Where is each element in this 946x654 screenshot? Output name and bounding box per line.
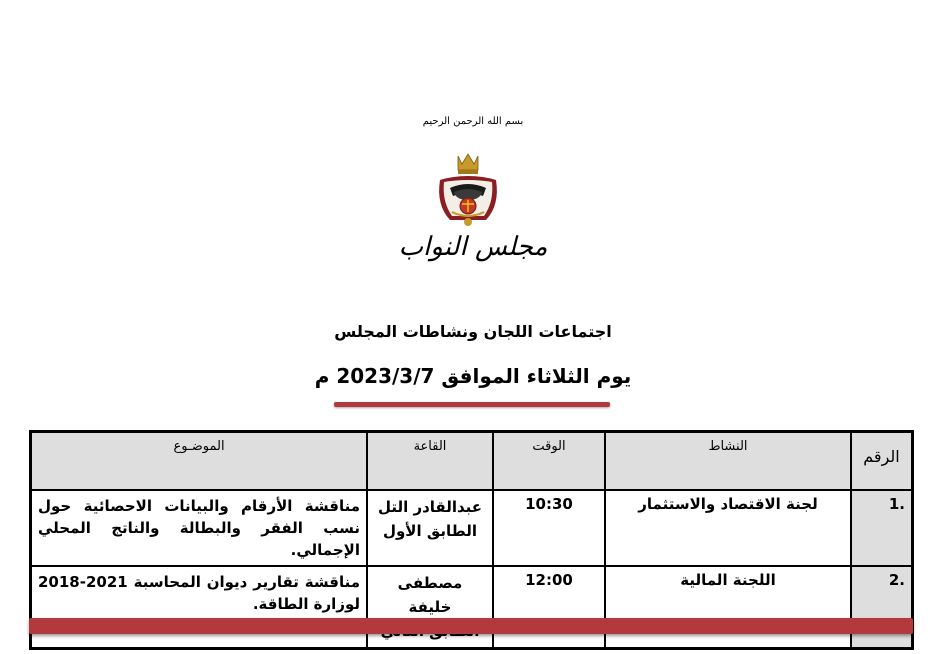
row-room	[367, 490, 493, 566]
row-time: 12:00	[493, 566, 605, 648]
table-header-row	[31, 432, 912, 490]
page-heading: اجتماعات اللجان ونشاطات المجلس	[334, 322, 612, 341]
schedule-table	[29, 430, 914, 650]
column-header-room: القاعة	[367, 432, 493, 490]
footer-accent-bar	[29, 618, 913, 634]
column-header-activity: النشاط	[605, 432, 851, 490]
row-topic: مناقشة الأرقام والبيانات الاحصائية حول نسب الفقر والبطالة والناتج المحلي الإجمالي.	[31, 490, 367, 566]
parliament-logo-text: مجلس النواب	[398, 232, 548, 262]
row-room	[367, 566, 493, 648]
bismillah: بسم الله الرحمن الرحيم	[422, 116, 524, 127]
row-activity: لجنة الاقتصاد والاستثمار	[605, 490, 851, 566]
table-row	[31, 566, 912, 648]
row-activity: اللجنة المالية	[605, 566, 851, 648]
date-underline-bar	[334, 402, 610, 407]
table-row	[31, 490, 912, 566]
row-number: .1	[851, 490, 912, 566]
column-header-time: الوقت	[493, 432, 605, 490]
column-header-number: الرقم	[851, 432, 912, 490]
row-topic: مناقشة تقارير ديوان المحاسبة 2021-2018 لوزارة الطاقة.	[31, 566, 367, 648]
date-line: يوم الثلاثاء الموافق 2023/3/7 م	[314, 364, 632, 388]
row-number: .2	[851, 566, 912, 648]
room-name: مصطفى خليفة	[397, 574, 463, 616]
room-floor: الطابق الأول	[382, 522, 478, 540]
row-time: 10:30	[493, 490, 605, 566]
column-header-topic: الموضـوع	[31, 432, 367, 490]
jordan-coat-of-arms-emblem	[428, 150, 508, 230]
room-name: عبدالقادر التل	[377, 498, 483, 516]
